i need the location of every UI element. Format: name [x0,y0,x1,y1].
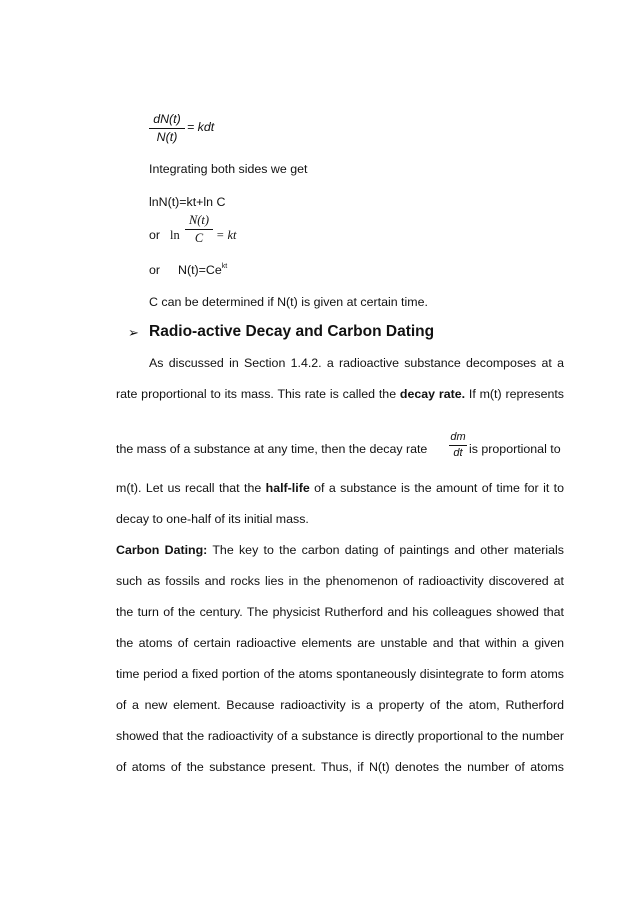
carbon-line3: the turn of the century. The physicist Rutherford and his colleagues showed that [116,605,564,619]
para1-line5: decay to one-half of its initial mass. [116,512,309,526]
eq1-rhs: = kdt [187,120,215,134]
bullet-arrow-icon: ➢ [128,325,139,340]
para1-line3-a: the mass of a substance at any time, then the decay rate [116,442,428,456]
dm-dt-fraction [449,431,467,460]
section-heading: Radio-active Decay and Carbon Dating [149,323,435,340]
equation-ln-fraction [185,213,213,246]
eq3-ln: ln [170,228,180,242]
c-determined-text: C can be determined if N(t) is given at certain time. [149,295,428,309]
eq3-denominator: C [194,231,204,245]
para1-line4-b: of a substance is the amount of time for it to [314,481,565,495]
fraction-bar [449,445,467,446]
eq4-body: N(t)=Ce [178,263,222,277]
para1-line4-a: m(t). Let us recall that the [116,481,262,495]
eq4-prefix: or [149,263,161,277]
eq3-prefix: or [149,228,161,242]
fraction-bar [185,229,213,230]
equation-dn-over-n [149,112,185,145]
half-life-term: half-life [265,481,310,495]
eq3-numerator: N(t) [189,213,209,227]
para1-line4 [116,481,564,495]
eq1-denominator: N(t) [156,130,178,144]
eq3-rhs: = kt [216,228,237,242]
carbon-dating-label: Carbon Dating: [116,543,208,557]
eq4-expression [178,263,227,277]
eq1-numerator: dN(t) [153,112,181,126]
dm-numerator: dm [450,431,466,443]
para1-line2 [116,387,564,401]
para1-line1: As discussed in Section 1.4.2. a radioactive substance decomposes at a [149,356,564,370]
carbon-line7: showed that the radioactivity of a substance is directly proportional to the number [116,729,564,743]
fraction-bar [149,128,185,129]
decay-rate-term: decay rate. [399,387,466,401]
ln-equation: lnN(t)=kt+ln C [149,195,226,209]
carbon-line1-text: The key to the carbon dating of paintings and other materials [212,543,565,557]
carbon-line6: of a new element. Because radioactivity is a property of the atom, Rutherford [116,698,564,712]
para1-line3-b: is proportional to [469,442,561,456]
carbon-line1 [116,543,564,557]
dt-denominator: dt [453,447,463,459]
carbon-line4: the atoms of certain radioactive elements are unstable and that within a given [116,636,564,650]
carbon-line8: of atoms of the substance present. Thus, if N(t) denotes the number of atoms [116,760,564,774]
carbon-line5: time period a fixed portion of the atoms spontaneously disintegrate to form atoms [116,667,564,681]
para1-line2-a: rate proportional to its mass. This rate is called the [116,387,397,401]
para1-line2-b: If m(t) represents [468,387,564,401]
integrating-text: Integrating both sides we get [149,162,308,176]
eq4-exponent: kt [221,263,228,270]
carbon-line2: such as fossils and rocks lies in the phenomenon of radioactivity discovered at [116,574,564,588]
